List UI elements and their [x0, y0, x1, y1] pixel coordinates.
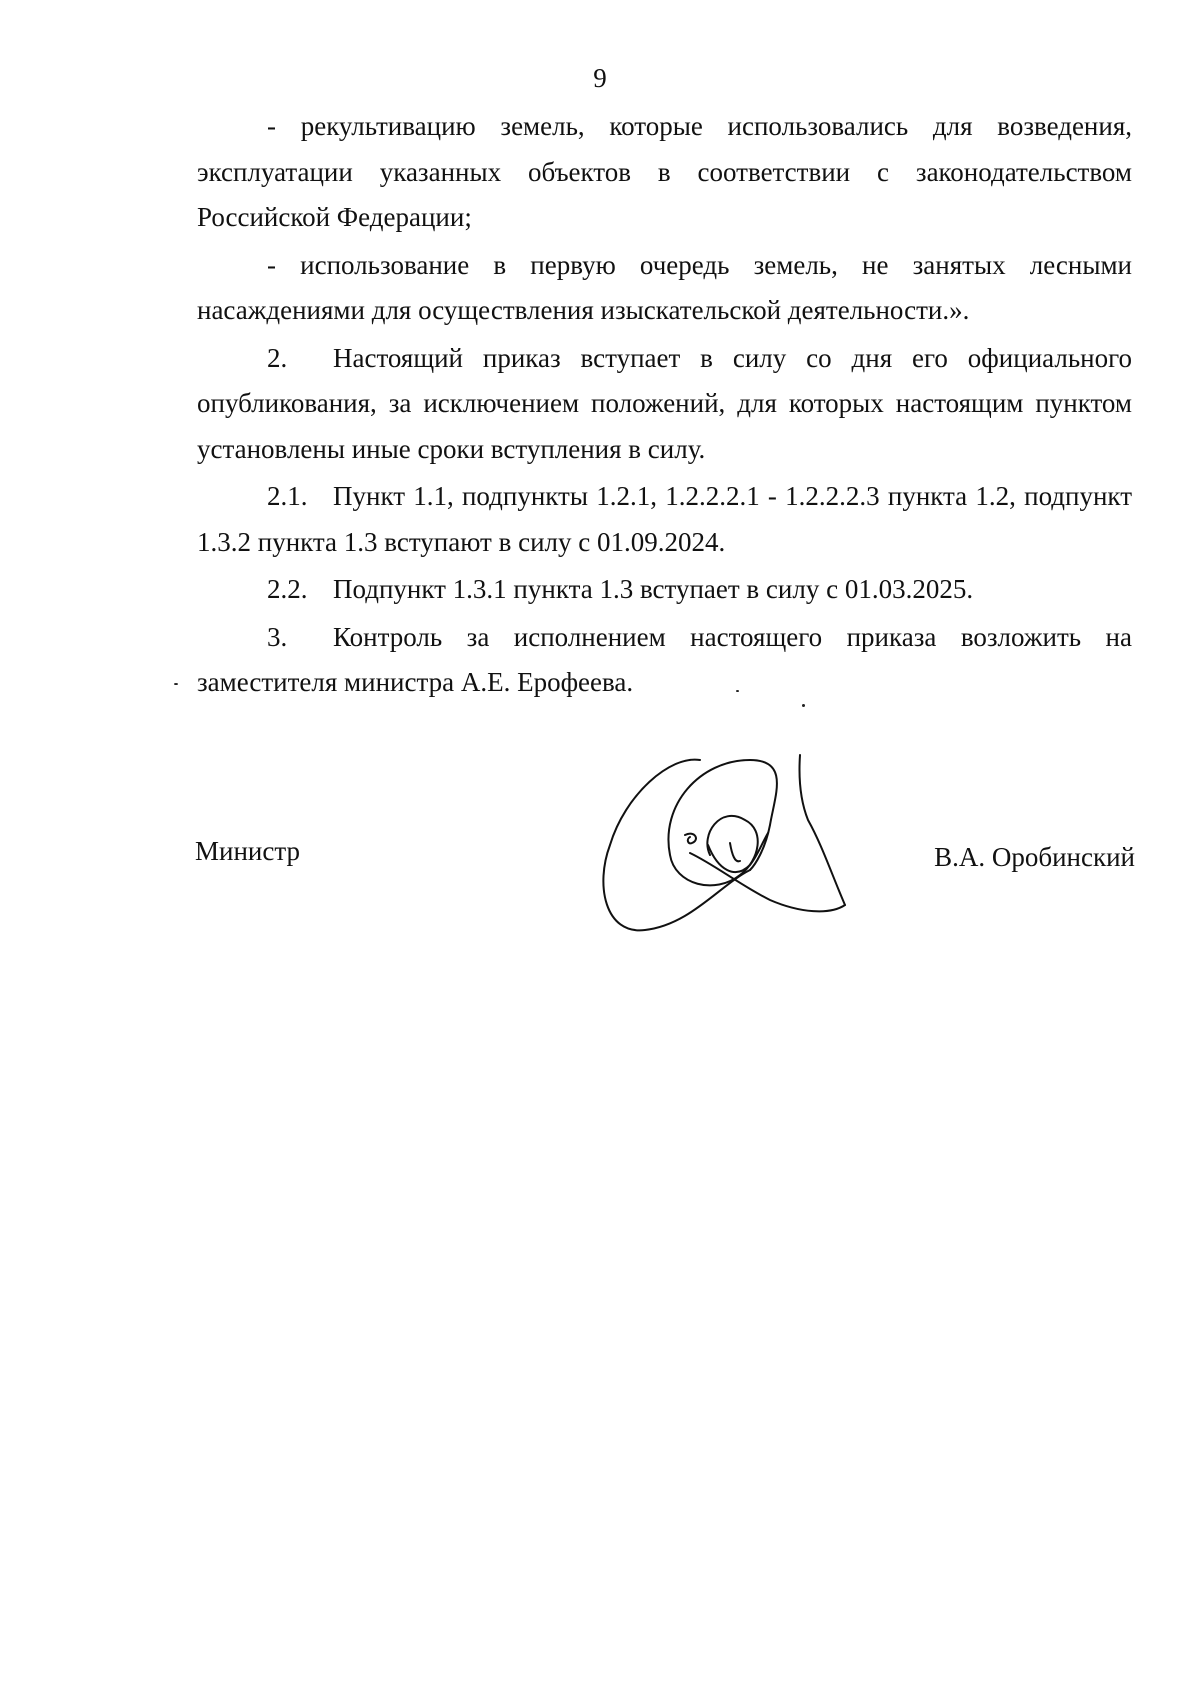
clause-number: 3. [267, 621, 288, 652]
document-body [197, 104, 1132, 706]
signatory-title: Министр [195, 836, 300, 866]
clause-2-1 [197, 474, 1132, 565]
clause-2 [197, 336, 1132, 473]
handwritten-signature [600, 735, 900, 935]
clause-number: 2.1. [267, 481, 308, 511]
clause-3 [197, 615, 1132, 706]
page-number: 9 [593, 63, 607, 93]
paragraph-recultivation: - рекультивацию земель, которые использовались для возведения, эксплуатации указанных объектов в соответствии с законодательством Российской Федерации; [197, 111, 1132, 232]
clause-text: Контроль за исполнением настоящего приказа возложить на заместителя министра А.Е. Ерофеева. [197, 621, 1132, 697]
clause-number: 2. [267, 342, 288, 373]
scan-speck [736, 690, 739, 692]
clause-text: Настоящий приказ вступает в силу со дня его официального опубликования, за исключением положений, для которых настоящим пунктом установлены иные сроки вступления в силу. [197, 342, 1132, 464]
clause-text: Подпункт 1.3.1 пункта 1.3 вступает в силу с 01.03.2025. [333, 574, 974, 604]
clause-text: Пункт 1.1, подпункты 1.2.1, 1.2.2.2.1 - 1.2.2.2.3 пункта 1.2, подпункт 1.3.2 пункта 1.3 вступают в силу с 01.09.2024. [197, 481, 1132, 557]
clause-2-2 [197, 567, 1132, 613]
scan-speck [802, 704, 805, 707]
signatory-name: В.А. Оробинский [934, 842, 1135, 872]
scan-speck [174, 683, 178, 685]
clause-number: 2.2. [267, 574, 308, 604]
paragraph-land-use: - использование в первую очередь земель, не занятых лесными насаждениями для осуществления изыскательской деятельности.». [197, 249, 1132, 325]
